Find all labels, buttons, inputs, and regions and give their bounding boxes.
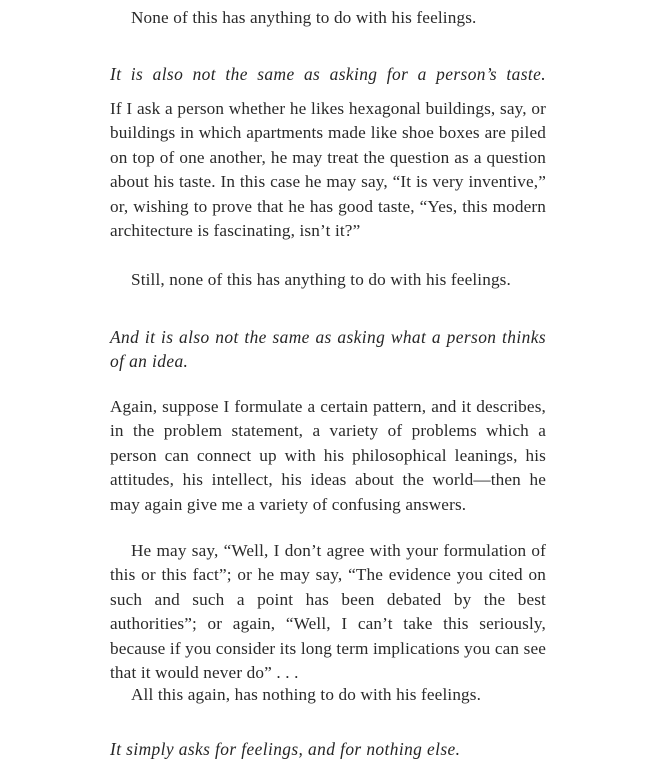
- section-heading-idea: And it is also not the same as asking what a person thinks of an idea.: [110, 327, 546, 372]
- paragraph-idea-closing: All this again, has nothing to do with his feelings.: [131, 685, 482, 704]
- paragraph-taste: If I ask a person whether he likes hexagonal buildings, say, or buildings in which apartments made like shoe boxes are piled on top of one another, he may treat the question as a question about his taste. In this case he may say, “It is very inventive,” or, wishing to prove that he has good taste, “Yes, this modern architecture is fascinating, isn’t it?”: [110, 99, 546, 241]
- paragraph-idea: Again, suppose I formulate a certain pattern, and it describes, in the problem statement, a variety of problems which a person can connect up with his philosophical leanings, his attitudes, his intellect, his ideas about the world—then he may again give me a variety of confusing answers.: [110, 397, 546, 514]
- section-heading-feelings: It simply asks for feelings, and for nothing else.: [110, 739, 461, 759]
- opening-line: None of this has anything to do with his feelings.: [131, 8, 477, 27]
- section-heading-taste: It is also not the same as asking for a person’s taste.: [110, 64, 546, 84]
- paragraph-taste-closing: Still, none of this has anything to do with his feelings.: [131, 270, 511, 289]
- paragraph-idea-responses: He may say, “Well, I don’t agree with your formulation of this or this fact”; or he may say, “The evidence you cited on such and such a point has been debated by the best authorities”; or again, “Well, I can’t take this seriously, because if you consider its long term implications you can see that it would never do” . . .: [110, 541, 547, 683]
